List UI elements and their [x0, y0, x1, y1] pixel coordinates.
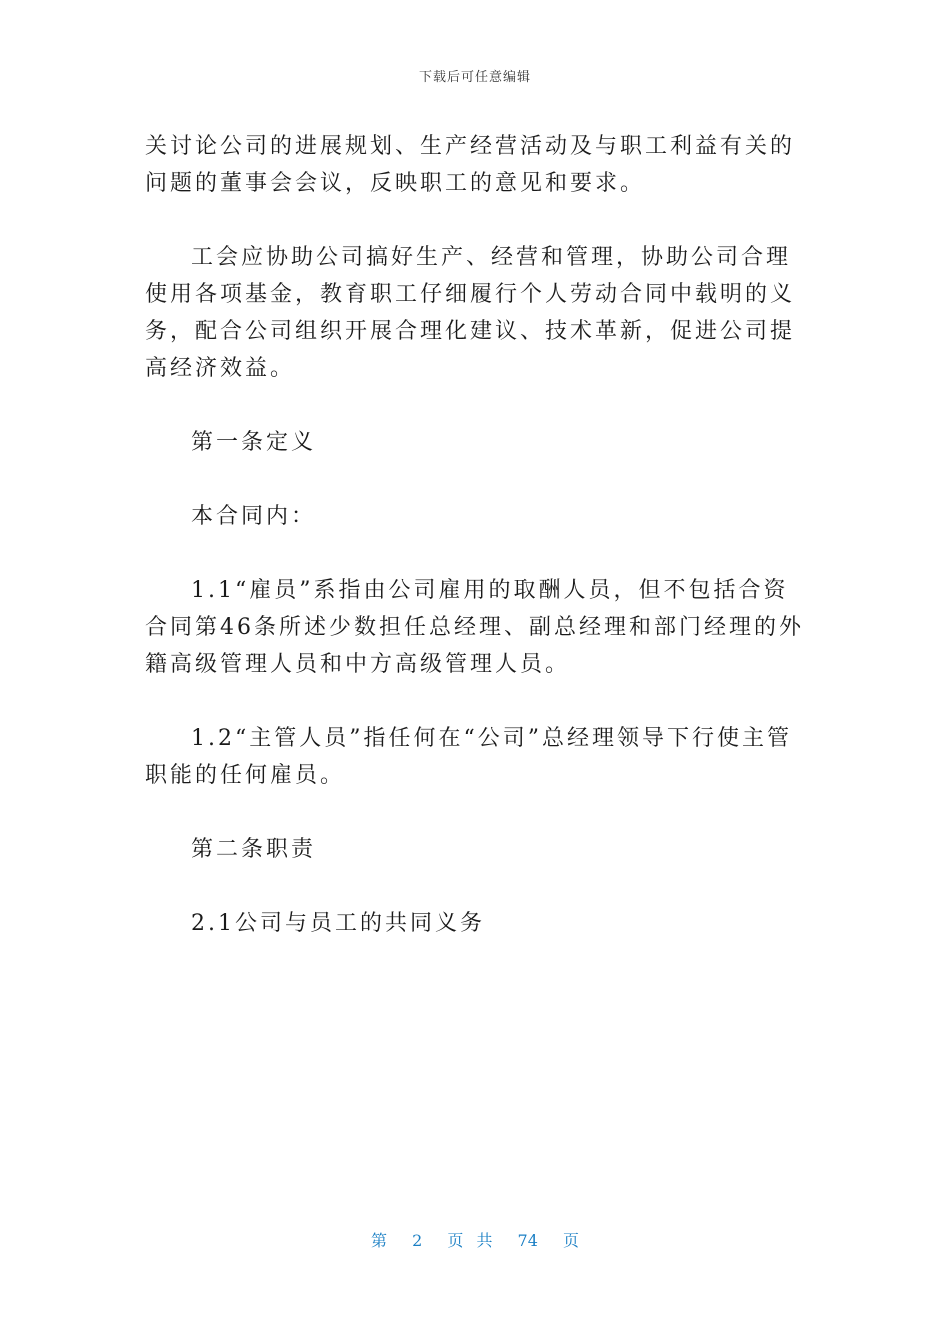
- clause-1-1: 1.1“雇员”系指由公司雇用的取酬人员，但不包括合资合同第46条所述少数担任总经理、副总经理和部门经理的外籍高级管理人员和中方高级管理人员。: [145, 578, 804, 677]
- paragraph-3: 本合同内：: [191, 504, 317, 529]
- page-header: 下载后可任意编辑: [418, 70, 531, 85]
- footer-middle: 页 共: [447, 1231, 493, 1250]
- section-heading-2: 第二条职责: [191, 837, 317, 862]
- footer-suffix: 页: [563, 1231, 580, 1250]
- page-footer: [0, 1228, 950, 1251]
- footer-total-pages: 74: [517, 1231, 538, 1250]
- footer-prefix: 第: [370, 1231, 387, 1250]
- footer-page-number: 2: [412, 1231, 423, 1250]
- document-body: [145, 128, 805, 979]
- clause-2-1: 2.1公司与员工的共同义务: [191, 911, 485, 936]
- clause-1-2: 1.2“主管人员”指任何在“公司”总经理领导下行使主管职能的任何雇员。: [145, 726, 792, 788]
- paragraph-1: 关讨论公司的进展规划、生产经营活动及与职工利益有关的问题的董事会会议，反映职工的意见和要求。: [145, 134, 796, 196]
- section-heading-1: 第一条定义: [191, 430, 317, 455]
- paragraph-2: 工会应协助公司搞好生产、经营和管理，协助公司合理使用各项基金，教育职工仔细履行个人劳动合同中载明的义务，配合公司组织开展合理化建议、技术革新，促进公司提高经济效益。: [145, 245, 796, 381]
